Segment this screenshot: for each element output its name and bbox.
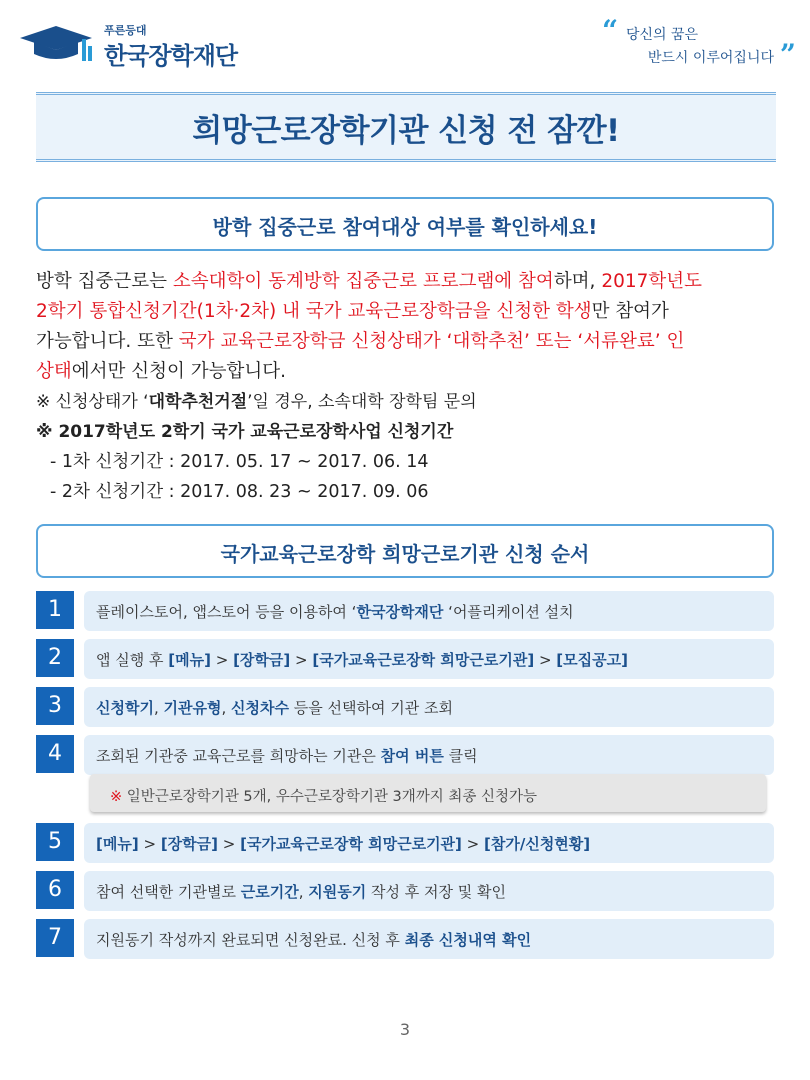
- step-instruction-text: [96, 649, 628, 670]
- text-run: 방학 집중근로는: [36, 271, 173, 292]
- body-line: [36, 327, 781, 357]
- step-instruction-bar: [84, 735, 774, 775]
- step-text-run: 작성 후 저장 및 확인: [366, 883, 506, 901]
- step-text-run: ,: [221, 699, 232, 717]
- step-5: [36, 823, 774, 863]
- eligibility-body: [36, 267, 781, 507]
- text-run: 하며,: [553, 271, 602, 292]
- graduation-cap-icon: [18, 24, 98, 68]
- section-heading-text: 방학 집중근로 참여대상 여부를 확인하세요!: [212, 215, 598, 239]
- step-text-run: >: [138, 835, 161, 853]
- step-text-run: 참여 선택한 기관별로: [96, 883, 241, 901]
- step-text-run: >: [210, 651, 234, 669]
- page-number: 3: [399, 1020, 411, 1039]
- text-run: 에서만 신청이 가능합니다.: [71, 361, 286, 382]
- step-keyword: [국가교육근로장학 희망근로기관]: [240, 835, 462, 853]
- step-text-run: 클릭: [443, 747, 478, 765]
- step-number-badge: 2: [36, 639, 74, 677]
- slogan-line-2: 반드시 이루어집니다: [647, 50, 774, 66]
- step-number-badge: 3: [36, 687, 74, 725]
- body-note-line: [36, 387, 781, 417]
- step-keyword: 최종 신청내역 확인: [404, 931, 532, 949]
- period-heading: ※ 2017학년도 2학기 국가 교육근로장학사업 신청기간: [36, 422, 454, 442]
- step-2: [36, 639, 774, 679]
- step-keyword: 근로기간: [240, 883, 299, 901]
- step-3: [36, 687, 774, 727]
- close-quote-icon: ”: [779, 38, 796, 71]
- step-text-run: 조회된 기관중 교육근로를 희망하는 기관은: [96, 747, 381, 765]
- text-run: 국가 교육근로장학금 신청상태가 ‘대학추천’ 또는 ‘서류완료’ 인: [178, 331, 685, 352]
- step-keyword: [국가교육근로장학 희망근로기관]: [312, 651, 535, 669]
- text-run: ※ 신청상태가 ‘: [36, 392, 149, 412]
- step-instruction-bar: [84, 919, 774, 959]
- step-text-run: >: [461, 835, 485, 853]
- step-number-badge: 7: [36, 919, 74, 957]
- slogan-line-1: 당신의 꿈은: [626, 27, 699, 43]
- text-run: 가능합니다. 또한: [36, 331, 179, 352]
- text-run: 만 참여가: [591, 301, 669, 322]
- step-instruction-text: [96, 697, 453, 718]
- step-keyword: 한국장학재단: [356, 603, 444, 621]
- step-text-run: >: [290, 651, 313, 669]
- step-1: [36, 591, 774, 631]
- step-keyword: [장학금]: [233, 651, 291, 669]
- step-text-run: 앱 실행 후: [96, 651, 169, 669]
- step-text-run: 플레이스토어, 앱스토어 등을 이용하여 ‘: [96, 603, 357, 621]
- text-run: 소속대학이 동계방학 집중근로 프로그램에 참여: [172, 271, 554, 292]
- note-body: 일반근로장학기관 5개, 우수근로장학기관 3개까지 최종 신청가능: [122, 789, 538, 805]
- step-text-run: >: [218, 835, 241, 853]
- logo-subtitle: 푸른등대: [104, 24, 147, 37]
- foundation-logo: [18, 20, 248, 70]
- title-banner: [36, 92, 776, 162]
- step-instruction-text: [96, 833, 590, 854]
- body-line: [36, 357, 781, 387]
- text-run: 2학기 통합신청기간(1차·2차) 내 국가 교육근로장학금을 신청한 학생: [36, 301, 592, 322]
- step-text-run: 등을 선택하여 기관 조회: [289, 699, 453, 717]
- text-run: 2017학년도: [601, 271, 703, 292]
- step-keyword: 기관유형: [163, 699, 222, 717]
- text-run: 상태: [36, 361, 72, 382]
- step-keyword: 지원동기: [308, 883, 367, 901]
- step-text-run: ‘어플리케이션 설치: [443, 603, 574, 621]
- step-instruction-bar: [84, 639, 774, 679]
- slogan: [596, 14, 796, 71]
- step-instruction-text: [96, 881, 506, 902]
- step-4-note: [90, 774, 766, 812]
- period-line-2: - 2차 신청기간 : 2017. 08. 23 ~ 2017. 09. 06: [50, 482, 429, 502]
- section-heading-eligibility: [36, 197, 774, 251]
- section-heading-text: 국가교육근로장학 희망근로기관 신청 순서: [220, 542, 590, 566]
- step-keyword: 참여 버튼: [380, 747, 444, 765]
- step-keyword: [참가/신청현황]: [484, 835, 591, 853]
- logo-name: 한국장학재단: [104, 42, 238, 70]
- step-number-badge: 6: [36, 871, 74, 909]
- step-number-badge: 4: [36, 735, 74, 773]
- step-4: [36, 735, 774, 775]
- step-6: [36, 871, 774, 911]
- step-instruction-text: [96, 745, 478, 766]
- step-keyword: [메뉴]: [96, 835, 139, 853]
- step-keyword: [메뉴]: [168, 651, 211, 669]
- step-keyword: 신청학기: [96, 699, 154, 717]
- step-instruction-text: [96, 601, 574, 622]
- period-line-1: - 1차 신청기간 : 2017. 05. 17 ~ 2017. 06. 14: [50, 452, 429, 472]
- step-instruction-bar: [84, 871, 774, 911]
- step-keyword: [장학금]: [160, 835, 218, 853]
- open-quote-icon: “: [602, 14, 619, 47]
- step-instruction-bar: [84, 823, 774, 863]
- body-line: [36, 267, 781, 297]
- section-heading-steps: [36, 524, 774, 578]
- page-title: 희망근로장학기관 신청 전 잠깐!: [192, 113, 620, 149]
- note-mark: ※: [110, 789, 123, 805]
- step-text-run: ,: [153, 699, 164, 717]
- step-instruction-bar: [84, 591, 774, 631]
- step-text-run: 지원동기 작성까지 완료되면 신청완료. 신청 후: [96, 931, 405, 949]
- step-instruction-text: [96, 929, 531, 950]
- step-text-run: >: [534, 651, 557, 669]
- body-line: [36, 297, 781, 327]
- step-keyword: [모집공고]: [556, 651, 628, 669]
- text-run: ’일 경우, 소속대학 장학팀 문의: [247, 392, 477, 412]
- note-text: [110, 785, 537, 806]
- step-number-badge: 5: [36, 823, 74, 861]
- step-number-badge: 1: [36, 591, 74, 629]
- step-7: [36, 919, 774, 959]
- step-instruction-bar: [84, 687, 774, 727]
- step-text-run: ,: [298, 883, 309, 901]
- step-keyword: 신청차수: [231, 699, 289, 717]
- text-run: 대학추천거절: [148, 392, 248, 412]
